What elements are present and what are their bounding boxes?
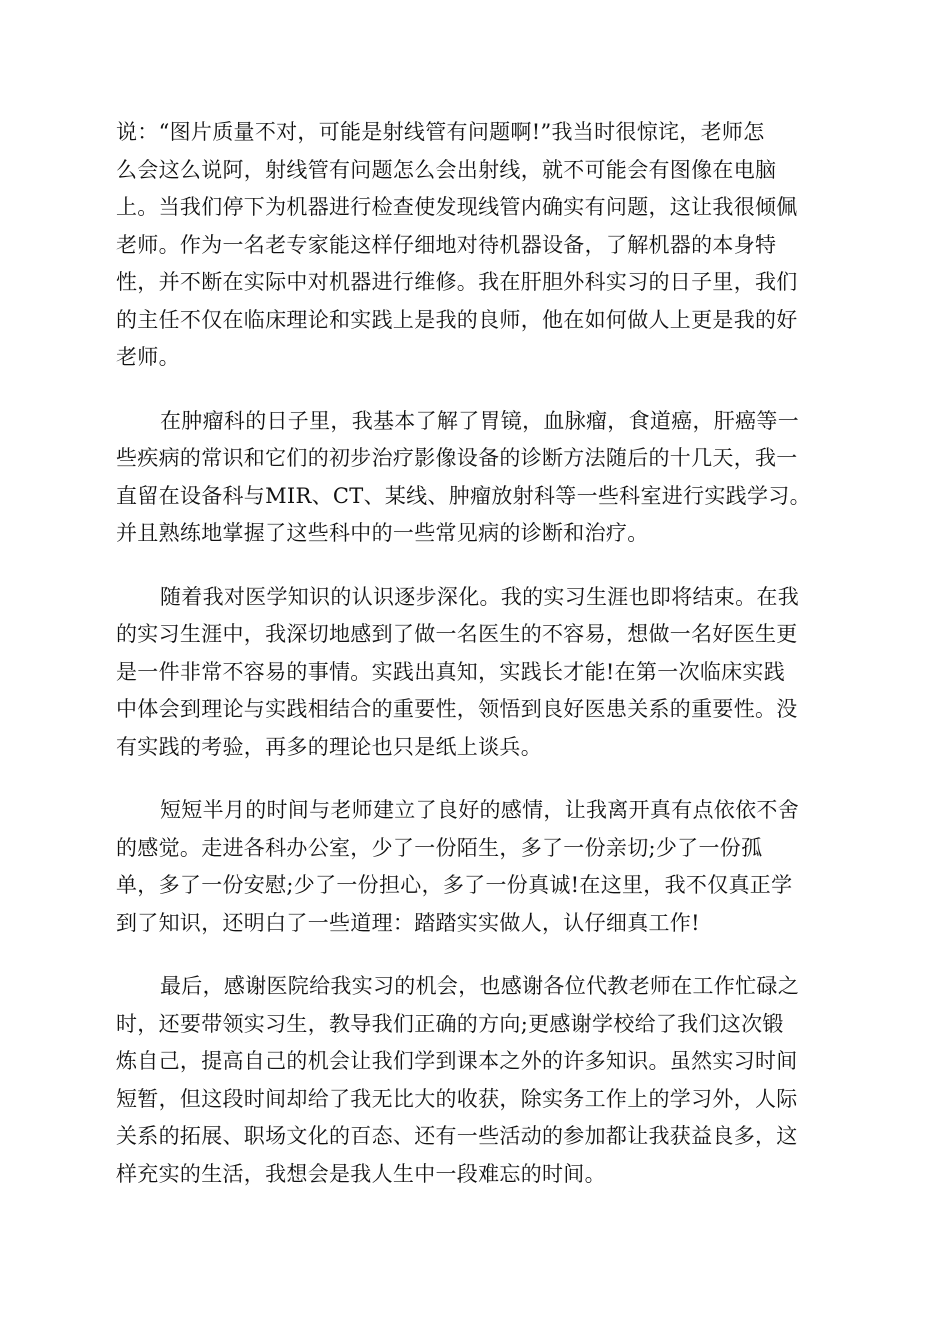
paragraph-line: 有实践的考验，再多的理论也只是纸上谈兵。 — [116, 734, 542, 759]
paragraph-line: 说：“图片质量不对，可能是射线管有问题啊!”我当时很惊诧，老师怎 — [116, 120, 765, 144]
paragraph-line: 短暂，但这段时间却给了我无比大的收获，除实务工作上的学习外，人际 — [116, 1086, 798, 1111]
document-page — [116, 114, 836, 1219]
paragraph-line: 到了知识，还明白了一些道理：踏踏实实做人，认仔细真工作! — [116, 910, 700, 935]
paragraph-line: 并且熟练地掌握了这些科中的一些常见病的诊断和治疗。 — [116, 521, 649, 545]
paragraph-line: 单，多了一份安慰;少了一份担心，多了一份真诚!在这里，我不仅真正学 — [116, 873, 793, 897]
paragraph-line: 中体会到理论与实践相结合的重要性，领悟到良好医患关系的重要性。没 — [116, 697, 798, 721]
paragraph-3 — [116, 579, 836, 767]
paragraph-line: 随着我对医学知识的认识逐步深化。我的实习生涯也即将结束。在我 — [160, 584, 799, 609]
paragraph-line: 的实习生涯中，我深切地感到了做一名医生的不容易，想做一名好医生更 — [116, 622, 798, 646]
paragraph-line: 炼自己，提高自己的机会让我们学到课本之外的许多知识。虽然实习时间 — [116, 1049, 798, 1073]
paragraph-line: 时，还要带领实习生，教导我们正确的方向;更感谢学校给了我们这次锻 — [116, 1011, 784, 1036]
paragraph-line: 上。当我们停下为机器进行检查使发现线管内确实有问题，这让我很倾佩 — [116, 195, 798, 219]
paragraph-line: 直留在设备科与MIR、CT、某线、肿瘤放射科等一些科室进行实践学习。 — [116, 483, 811, 508]
paragraph-line: 短短半月的时间与老师建立了良好的感情，让我离开真有点依依不舍 — [160, 798, 799, 822]
paragraph-line: 老师。 — [116, 345, 180, 369]
paragraph-line: 关系的拓展、职场文化的百态、还有一些活动的参加都让我获益良多，这 — [116, 1124, 798, 1148]
paragraph-line: 样充实的生活，我想会是我人生中一段难忘的时间。 — [116, 1161, 606, 1186]
paragraph-line: 些疾病的常识和它们的初步治疗影像设备的诊断方法随后的十几天，我一 — [116, 446, 798, 470]
paragraph-line: 老师。作为一名老专家能这样仔细地对待机器设备，了解机器的本身特 — [116, 232, 777, 257]
paragraph-line: 性，并不断在实际中对机器进行维修。我在肝胆外科实习的日子里，我们 — [116, 270, 798, 294]
paragraph-1 — [116, 114, 836, 377]
paragraph-line: 的感觉。走进各科办公室，少了一份陌生，多了一份亲切;少了一份孤 — [116, 835, 763, 860]
paragraph-line: 在肿瘤科的日子里，我基本了解了胃镜，血脉瘤，食道癌，肝癌等一 — [160, 408, 799, 433]
paragraph-4 — [116, 792, 836, 942]
paragraph-line: 么会这么说阿，射线管有问题怎么会出射线，就不可能会有图像在电脑 — [116, 157, 777, 182]
paragraph-line: 是一件非常不容易的事情。实践出真知，实践长才能!在第一次临床实践 — [116, 659, 786, 684]
paragraph-line: 的主任不仅在临床理论和实践上是我的良师，他在如何做人上更是我的好 — [116, 307, 798, 332]
paragraph-2 — [116, 403, 836, 553]
paragraph-5 — [116, 968, 836, 1193]
paragraph-line: 最后，感谢医院给我实习的机会，也感谢各位代教老师在工作忙碌之 — [160, 974, 799, 998]
